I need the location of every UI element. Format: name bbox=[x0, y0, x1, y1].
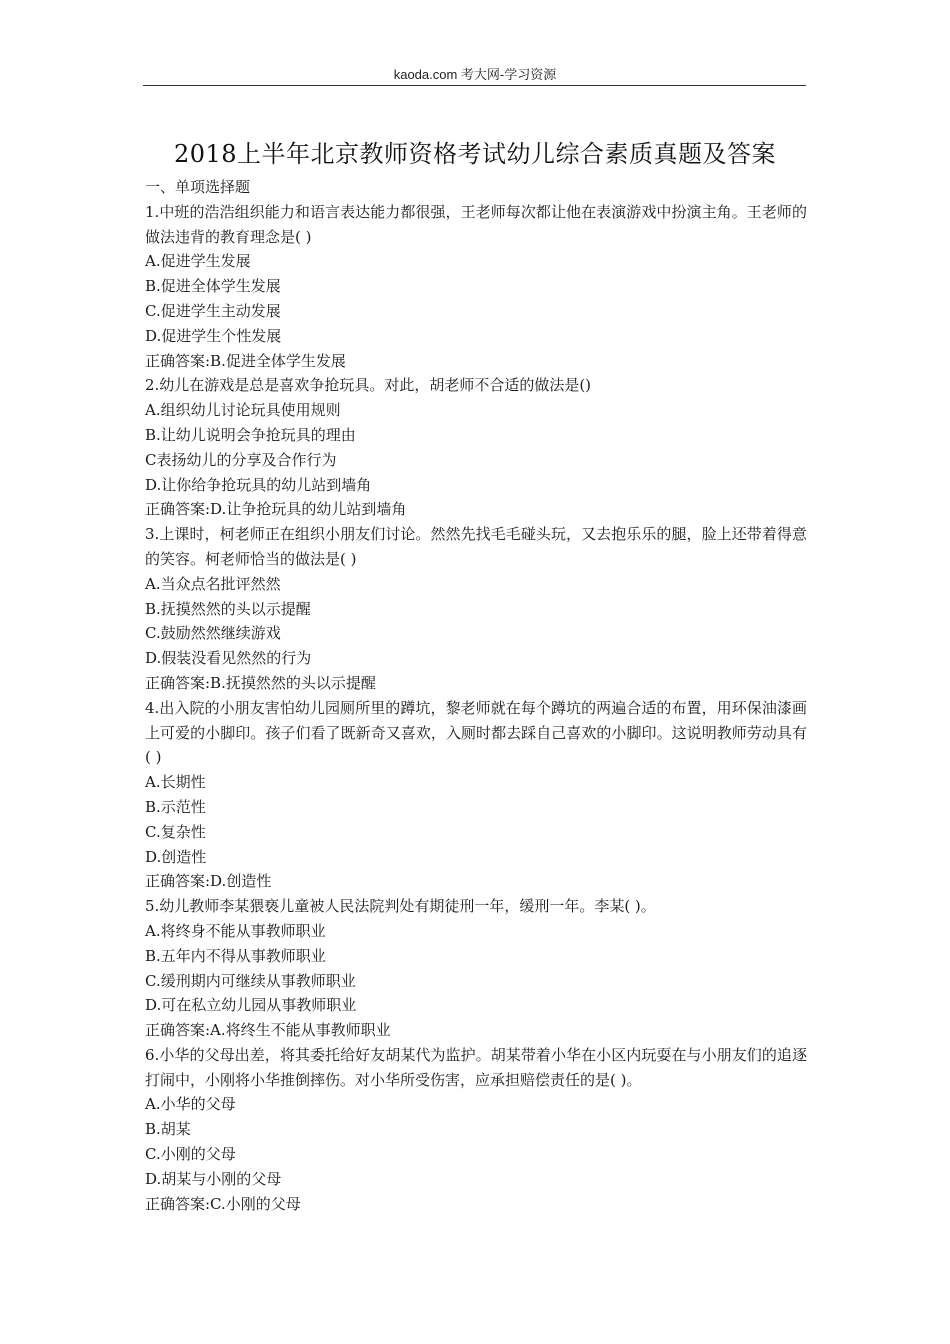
document-title: 2018上半年北京教师资格考试幼儿综合素质真题及答案 bbox=[173, 140, 777, 168]
question-text: 3.上课时，柯老师正在组织小朋友们讨论。然然先找毛毛碰头玩，又去抱乐乐的腿，脸上还带着得意的笑容。柯老师恰当的做法是( ) bbox=[145, 525, 807, 568]
header-divider bbox=[143, 85, 806, 86]
answer-option: B.促进全体学生发展 bbox=[145, 277, 281, 296]
answer-option: D.让你给争抢玩具的幼儿站到墙角 bbox=[145, 475, 372, 494]
answer-option: C.小刚的父母 bbox=[145, 1145, 236, 1164]
answer-option: D.创造性 bbox=[145, 847, 207, 866]
answer-option: A.小华的父母 bbox=[145, 1095, 236, 1114]
correct-answer: 正确答案:B.促进全体学生发展 bbox=[145, 351, 346, 370]
answer-option: D.促进学生个性发展 bbox=[145, 326, 282, 345]
answer-option: B.五年内不得从事教师职业 bbox=[145, 946, 326, 965]
question-text: 2.幼儿在游戏是总是喜欢争抢玩具。对此，胡老师不合适的做法是() bbox=[145, 376, 592, 395]
answer-option: D.假装没看见然然的行为 bbox=[145, 649, 312, 668]
answer-option: D.胡某与小刚的父母 bbox=[145, 1169, 282, 1188]
section-heading: 一、单项选择题 bbox=[145, 178, 251, 196]
answer-option: C.鼓励然然继续游戏 bbox=[145, 624, 281, 643]
correct-answer: 正确答案:A.将终生不能从事教师职业 bbox=[145, 1021, 391, 1040]
answer-option: C.复杂性 bbox=[145, 822, 206, 841]
question-text: 6.小华的父母出差，将其委托给好友胡某代为监护。胡某带着小华在小区内玩耍在与小朋友们的追逐打闹中，小刚将小华推倒摔伤。对小华所受伤害，应承担赔偿责任的是( )。 bbox=[145, 1045, 807, 1089]
document-body bbox=[145, 175, 807, 1216]
correct-answer: 正确答案:D.创造性 bbox=[145, 872, 272, 891]
question-text: 5.幼儿教师李某猥亵儿童被人民法院判处有期徒刑一年，缓刑一年。李某( )。 bbox=[145, 897, 656, 916]
answer-option: A.当众点名批评然然 bbox=[145, 574, 281, 593]
answer-option: B.抚摸然然的头以示提醒 bbox=[145, 599, 311, 618]
question-text: 4.出入院的小朋友害怕幼儿园厕所里的蹲坑，黎老师就在每个蹲坑的两遍合适的布置，用环保油漆画上可爱的小脚印。孩子们看了既新奇又喜欢，入厕时都去踩自己喜欢的小脚印。这说明教师劳动具有( ) bbox=[145, 698, 807, 767]
answer-option: A.将终身不能从事教师职业 bbox=[145, 921, 326, 940]
answer-option: A.促进学生发展 bbox=[145, 252, 251, 271]
answer-option: C.缓刑期内可继续从事教师职业 bbox=[145, 971, 356, 990]
page-header: kaoda.com 考大网-学习资源 bbox=[393, 67, 557, 82]
answer-option: B.让幼儿说明会争抢玩具的理由 bbox=[145, 425, 356, 444]
correct-answer: 正确答案:C.小刚的父母 bbox=[145, 1194, 301, 1213]
answer-option: A.组织幼儿讨论玩具使用规则 bbox=[145, 401, 341, 420]
answer-option: A.长期性 bbox=[145, 773, 206, 792]
answer-option: C.促进学生主动发展 bbox=[145, 301, 281, 320]
answer-option: D.可在私立幼儿园从事教师职业 bbox=[145, 996, 357, 1015]
answer-option: C表扬幼儿的分享及合作行为 bbox=[145, 450, 337, 469]
question-text: 1.中班的浩浩组织能力和语言表达能力都很强，王老师每次都让他在表演游戏中扮演主角。王老师的做法违背的教育理念是( ) bbox=[145, 202, 807, 246]
correct-answer: 正确答案:D.让争抢玩具的幼儿站到墙角 bbox=[145, 500, 407, 519]
answer-option: B.示范性 bbox=[145, 797, 206, 816]
answer-option: B.胡某 bbox=[145, 1120, 191, 1139]
correct-answer: 正确答案:B.抚摸然然的头以示提醒 bbox=[145, 673, 376, 692]
